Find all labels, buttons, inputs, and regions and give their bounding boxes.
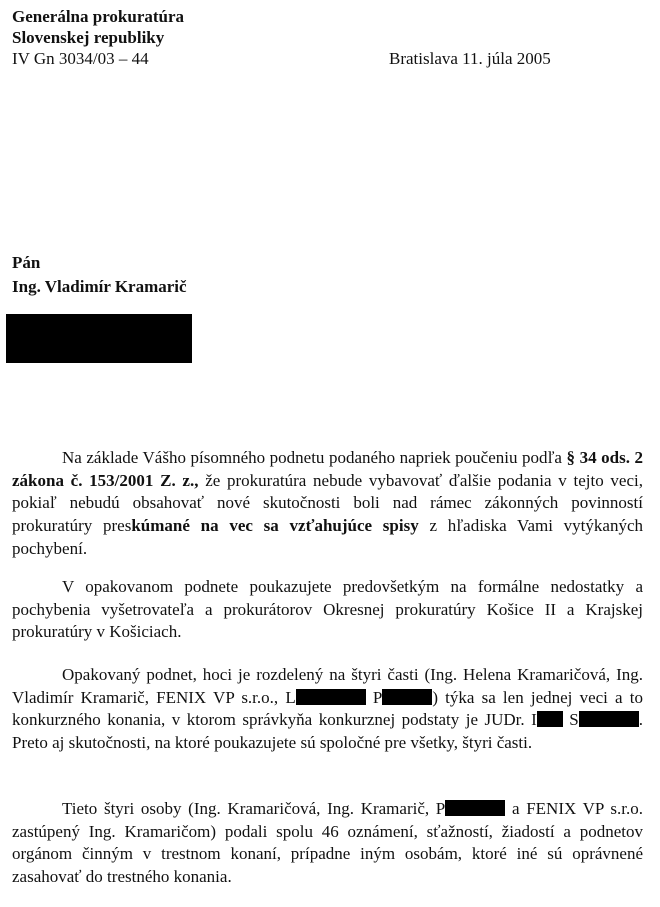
p3-text-b: P [365,687,383,707]
p2-text: V opakovanom podnete poukazujete predovšetkým na formálne nedostatky a pochybenia vyšetrovateľa a prokurátorov Okresnej prokuratúry Košice II a Krajskej prokuratúry v Košiciach. [12,577,643,642]
redaction-bar [537,711,563,727]
recipient-salutation: Pán [12,253,41,272]
redaction-bar [445,800,505,816]
paragraph-2 [12,576,643,644]
law-reference: § 34 ods. 2 zákona č. 153/2001 Z. z., [12,448,644,490]
paragraph-4 [12,798,643,889]
letterhead [12,6,184,69]
p4-text-b: a FENIX VP s.r.o. zastúpený Ing. Kramaričom) podali spolu 46 oznámení, sťažností, žiadostí a podnetov orgánom činným v trestnom konaní, prípadne iným osobám, ktoré iné sú oprávnené zasahovať do trestného konania. [12,799,644,887]
redaction-bar [579,711,639,727]
recipient-name: Ing. Vladimír Kramarič [12,277,187,296]
org-name-line1: Generálna prokuratúra [12,7,185,26]
p1-text-a: Na základe Vášho písomného podnetu podaného napriek poučeniu podľa [62,448,562,467]
p1-text-d: z hľadiska Vami vytýkaných pochybení. [12,516,643,558]
p3-text-a: Opakovaný podnet, hoci je rozdelený na štyri časti (Ing. Helena Kramaričová, Ing. Vladimír Kramarič, FENIX VP s.r.o., L [12,665,643,707]
p3-text-c: ) týka sa len jednej veci a to konkurzného konania, v ktorom správkyňa konkurznej podstaty je JUDr. I [12,687,643,730]
redacted-address-block [6,314,192,363]
redaction-bar [296,689,366,705]
p1-text-c: kúmané na vec sa vzťahujúce spisy [131,516,419,536]
paragraph-3 [12,664,643,755]
p1-text-b: že prokuratúra nebude vybavovať ďalšie podania v tejto veci, pokiaľ nebudú obsahovať nové skutočnosti boli nad rámec zákonných povinností prokuratúry pres [12,470,644,536]
place-date: Bratislava 11. júla 2005 [389,49,551,68]
paragraph-1 [12,447,643,561]
recipient-block [12,251,187,299]
reference-number: IV Gn 3034/03 – 44 [12,49,149,68]
p3-text-d: S [562,710,579,730]
redaction-bar [382,689,432,705]
p4-text-a: Tieto štyri osoby (Ing. Kramaričová, Ing. Kramarič, P [62,799,446,818]
p3-text-e: . Preto aj skutočnosti, na ktoré poukazujete sú spoločné pre všetky, štyri časti. [12,710,643,753]
org-name-line2: Slovenskej republiky [12,28,165,47]
